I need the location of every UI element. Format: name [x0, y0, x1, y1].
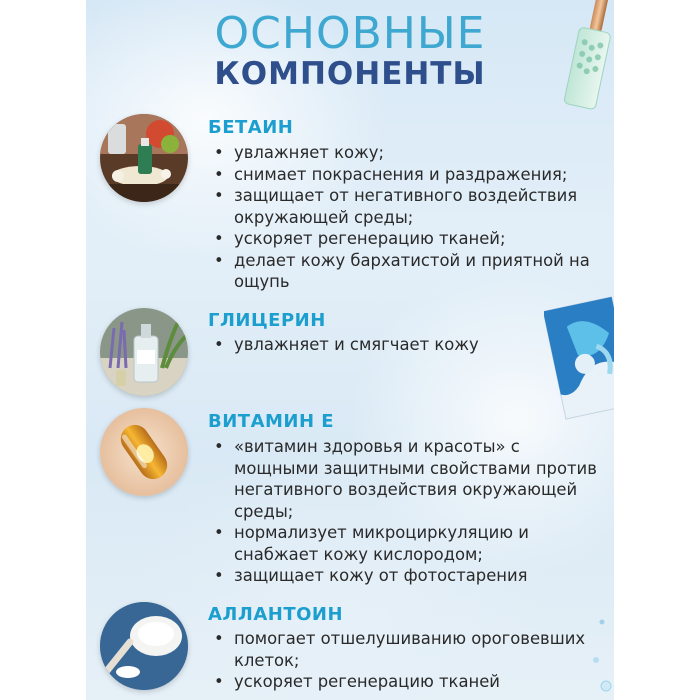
- glycerin-bottle-photo-icon: [100, 308, 188, 396]
- section-title-vitamin-e: ВИТАМИН Е: [208, 411, 335, 432]
- page-title-line1: ОСНОВНЫЕ: [214, 8, 486, 59]
- list-item: • снимает покраснения и раздражения;: [208, 164, 608, 186]
- allantoin-benefits-list: [208, 628, 608, 693]
- food-and-serum-photo-icon: [100, 114, 188, 202]
- list-item: • увлажняет кожу;: [208, 142, 608, 164]
- list-item: • увлажняет и смягчает кожу: [208, 334, 608, 356]
- list-item: • ускоряет регенерацию тканей;: [208, 228, 608, 250]
- infographic-card: [86, 0, 614, 700]
- section-title-betaine: БЕТАИН: [208, 117, 294, 138]
- list-item: • помогает отшелушиванию ороговевших клеток;: [208, 628, 608, 671]
- glycerin-benefits-list: [208, 334, 608, 356]
- vitamin-capsule-photo-icon: [100, 408, 188, 496]
- allantoin-powder-photo-icon: [100, 602, 188, 690]
- section-title-glycerin: ГЛИЦЕРИН: [208, 310, 326, 331]
- list-item: • защищает от негативного воздействия окружающей среды;: [208, 185, 608, 228]
- page-title-line2: КОМПОНЕНТЫ: [214, 56, 486, 92]
- list-item: • защищает кожу от фотостарения: [208, 565, 608, 587]
- section-title-allantoin: АЛЛАНТОИН: [208, 604, 344, 625]
- list-item: • «витамин здоровья и красоты» с мощными защитными свойствами против негативного воздействия окружающей среды;: [208, 436, 608, 522]
- list-item: • ускоряет регенерацию тканей: [208, 671, 608, 693]
- betaine-benefits-list: [208, 142, 608, 293]
- list-item: • делает кожу бархатистой и приятной на ощупь: [208, 250, 608, 293]
- list-item: • нормализует микроциркуляцию и снабжает кожу кислородом;: [208, 522, 608, 565]
- vitamin-e-benefits-list: [208, 436, 608, 587]
- product-box-decoration-icon: [544, 295, 614, 425]
